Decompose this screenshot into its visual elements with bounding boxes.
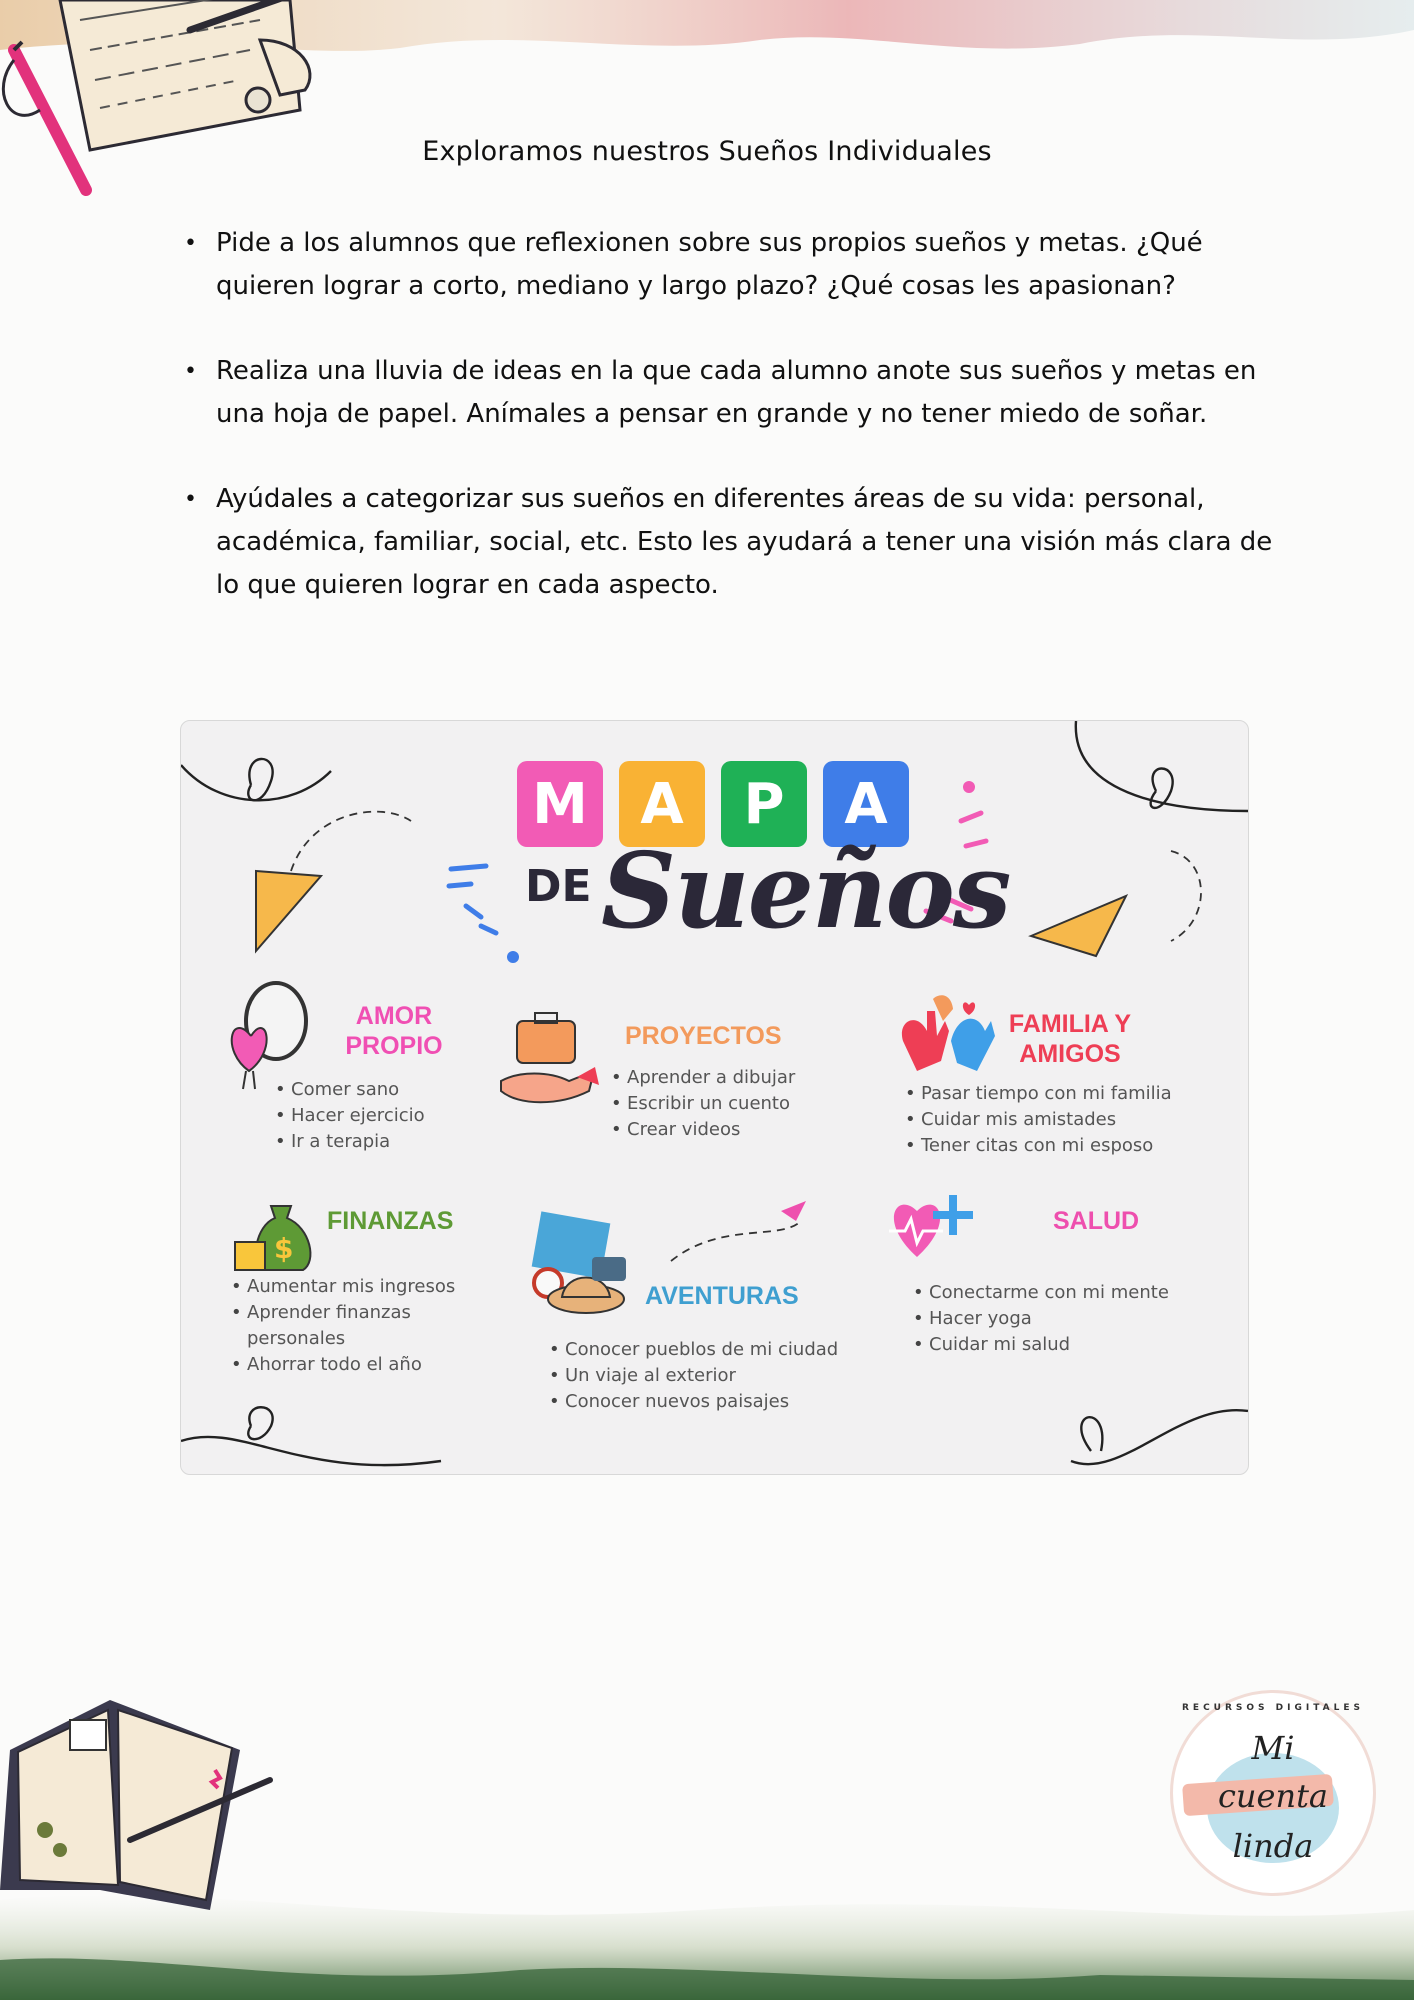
category-item: • Aprender finanzas personales — [231, 1300, 491, 1352]
letter-tile: M — [517, 761, 603, 847]
category-item: • Comer sano — [275, 1077, 515, 1103]
letter-tile: A — [823, 761, 909, 847]
category-title: SALUD — [1053, 1207, 1140, 1235]
category-familia-y-amigos — [905, 1009, 1225, 1159]
logo-word-cuenta: cuenta — [1217, 1777, 1328, 1815]
category-item: • Hacer yoga — [913, 1306, 1213, 1332]
category-item: • Pasar tiempo con mi familia — [905, 1081, 1225, 1107]
category-item: • Crear videos — [611, 1117, 871, 1143]
category-proyectos — [611, 1021, 871, 1143]
category-item: • Escribir un cuento — [611, 1091, 871, 1117]
category-item: • Conocer pueblos de mi ciudad — [549, 1337, 869, 1363]
category-title: AMOR PROPIO — [345, 1002, 443, 1060]
instruction-item: • Realiza una lluvia de ideas en la que cada alumno anote sus sueños y metas en una hoja de papel. Anímales a pensar en grande y no tener miedo de soñar. — [176, 350, 1276, 436]
notebook-pen-illustration — [0, 0, 330, 200]
mi-cuenta-linda-logo — [1170, 1690, 1376, 1896]
category-title: FINANZAS — [327, 1207, 454, 1235]
letter-tile: P — [721, 761, 807, 847]
category-title: FAMILIA Y AMIGOS — [1008, 1010, 1132, 1068]
category-item: • Cuidar mi salud — [913, 1332, 1213, 1358]
category-item: • Ahorrar todo el año — [231, 1352, 491, 1378]
category-aventuras — [549, 1281, 869, 1415]
category-title: PROYECTOS — [625, 1022, 782, 1050]
open-notebook-illustration — [0, 1690, 290, 1920]
logo-word-mi: Mi — [1251, 1729, 1295, 1767]
category-item: • Tener citas con mi esposo — [905, 1133, 1225, 1159]
category-amor-propio — [275, 1001, 515, 1155]
instruction-item: • Pide a los alumnos que reflexionen sobre sus propios sueños y metas. ¿Qué quieren lograr a corto, mediano y largo plazo? ¿Qué cosas les apasionan? — [176, 222, 1276, 308]
page-title: Exploramos nuestros Sueños Individuales — [422, 136, 992, 167]
instruction-list — [176, 222, 1276, 649]
instruction-item: • Ayúdales a categorizar sus sueños en diferentes áreas de su vida: personal, académica, familiar, social, etc. Esto les ayudará a tener una visión más clara de lo que quieren lograr en cada aspecto. — [176, 478, 1276, 607]
mapa-de-suenos-image — [180, 720, 1249, 1475]
category-item: • Aprender a dibujar — [611, 1065, 871, 1091]
category-title: AVENTURAS — [645, 1282, 799, 1310]
category-item: • Un viaje al exterior — [549, 1363, 869, 1389]
category-item: • Conocer nuevos paisajes — [549, 1389, 869, 1415]
category-item: • Aumentar mis ingresos — [231, 1274, 491, 1300]
de-word: DE — [525, 861, 592, 912]
letter-tile: A — [619, 761, 705, 847]
suenos-word: Sueños — [601, 829, 1010, 952]
logo-ring-text: RECURSOS DIGITALES — [1182, 1703, 1364, 1713]
category-item: • Conectarme con mi mente — [913, 1280, 1213, 1306]
svg-text:$: $ — [274, 1232, 294, 1265]
category-item: • Hacer ejercicio — [275, 1103, 515, 1129]
logo-word-linda: linda — [1232, 1827, 1314, 1865]
category-item: • Ir a terapia — [275, 1129, 515, 1155]
category-finanzas — [231, 1206, 491, 1378]
category-item: • Cuidar mis amistades — [905, 1107, 1225, 1133]
category-salud — [913, 1206, 1213, 1358]
